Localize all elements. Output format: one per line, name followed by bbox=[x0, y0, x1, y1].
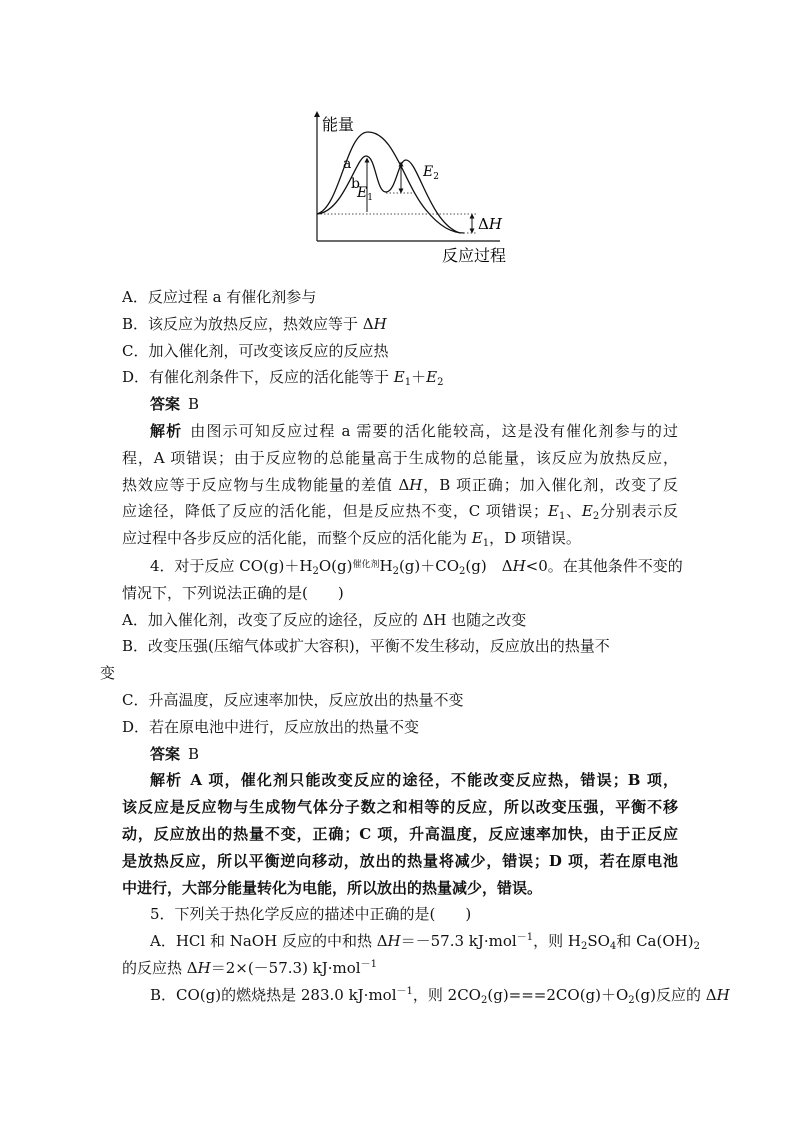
q5-option-a-line-1: A．HCl 和 NaOH 反应的中和热 ΔH＝－57.3 kJ·mol$^{-1}$，则 $H_2SO_4$和 $Ca(OH)_2$ bbox=[150, 932, 700, 953]
q3-option-c: C．加入催化剂，可改变该反应的反应热 bbox=[122, 341, 389, 360]
e1-label: $E_1$ bbox=[357, 185, 373, 203]
curve-b bbox=[317, 156, 460, 233]
q4-option-d: D．若在原电池中进行，反应放出的热量不变 bbox=[122, 717, 420, 736]
curve-a-label: a bbox=[343, 156, 352, 172]
q4-option-b-line-2: 变 bbox=[100, 664, 116, 683]
curve-b-label: b bbox=[351, 176, 360, 192]
q4-option-a: A．加入催化剂，改变了反应的途径，反应的 ΔH 也随之改变 bbox=[122, 610, 527, 629]
q3-option-b: B．该反应为放热反应，热效应等于 ΔH bbox=[122, 314, 387, 333]
q4-answer: 答案 B bbox=[150, 744, 200, 763]
q4-explanation-line-3: 动，反应放出的热量不变，正确；C 项，升高温度，反应速率加快，由于正反应 bbox=[122, 824, 678, 843]
q5-option-a-line-2: 的反应热 ΔH＝2×(－57.3) kJ·mol$^{-1}$ bbox=[122, 958, 377, 977]
q4-stem-line-2: 情况下，下列说法正确的是( ) bbox=[122, 583, 344, 602]
q3-explanation-line-5: 应过程中各步反应的活化能，而整个反应的活化能为 $E_1$，D 项错误。 bbox=[122, 529, 581, 550]
q4-option-b-line-1: B．改变压强(压缩气体或扩大容积)，平衡不发生移动，反应放出的热量不 bbox=[122, 637, 610, 656]
question-text bbox=[100, 284, 730, 1009]
q4-stem-line-1: 4．对于反应 $CO(g)+H_2O(g)^{催化剂}H_2(g)+CO_2(g)$ ΔH<0。在其他条件不变的 bbox=[150, 556, 683, 577]
curve-a bbox=[317, 132, 464, 233]
energy-diagram bbox=[300, 108, 530, 268]
dh-label: ΔH bbox=[478, 215, 502, 233]
energy-diagram-svg bbox=[300, 108, 530, 268]
q5-stem: 5．下列关于热化学反应的描述中正确的是( ) bbox=[150, 905, 472, 924]
y-axis-label: 能量 bbox=[322, 115, 355, 134]
q3-explanation-line-3: 热效应等于反应物与生成物能量的差值 ΔH，B 项正确；加入催化剂，改变了反 bbox=[122, 475, 678, 494]
e2-label: $E_2$ bbox=[423, 164, 439, 182]
q4-explanation-line-1: 解析 A 项，催化剂只能改变反应的途径，不能改变反应热，错误；B 项， bbox=[150, 771, 678, 790]
q3-option-d: D．有催化剂条件下，反应的活化能等于 $E_1+E_2$ bbox=[122, 368, 444, 389]
q3-explanation-line-1: 解析 由图示可知反应过程 a 需要的活化能较高，这是没有催化剂参与的过 bbox=[150, 421, 678, 440]
q4-explanation-line-4: 是放热反应，所以平衡逆向移动，放出的热量将减少，错误；D 项，若在原电池 bbox=[122, 851, 678, 870]
x-axis-label: 反应过程 bbox=[442, 246, 507, 265]
q3-explanation-line-2: 程，A 项错误；由于反应物的总能量高于生成物的总能量，该反应为放热反应， bbox=[122, 448, 678, 467]
q4-explanation-line-2: 该反应是反应物与生成物气体分子数之和相等的反应，所以改变压强，平衡不移 bbox=[122, 798, 678, 817]
q3-answer: 答案 B bbox=[150, 395, 200, 414]
q4-explanation-line-5: 中进行，大部分能量转化为电能，所以放出的热量减少，错误。 bbox=[122, 878, 543, 897]
q3-option-a: A．反应过程 a 有催化剂参与 bbox=[122, 288, 317, 306]
q5-option-b: B．CO(g)的燃烧热是 283.0 kJ·mol$^{-1}$，则 $2CO_2(g)===2CO(g)+O_2(g)$反应的 ΔH bbox=[150, 985, 730, 1006]
q3-explanation-line-4: 应途径，降低了反应的活化能，但是反应热不变，C 项错误；$E_1$、$E_2$分别表示反 bbox=[122, 502, 678, 523]
q4-option-c: C．升高温度，反应速率加快，反应放出的热量不变 bbox=[122, 690, 464, 709]
